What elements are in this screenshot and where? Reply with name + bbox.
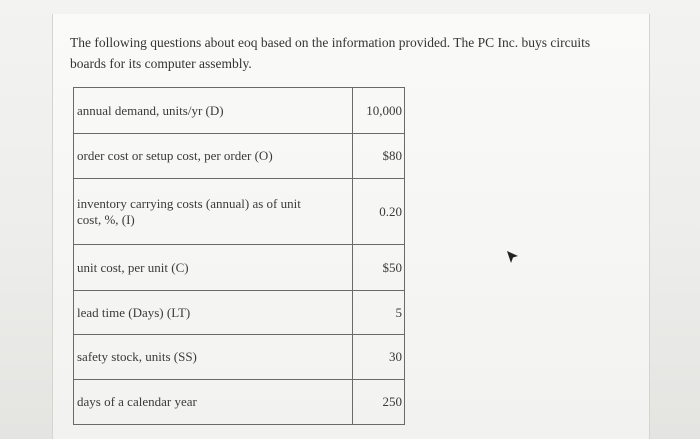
row-value-safety-stock: 30 — [352, 335, 404, 380]
intro-line-2: boards for its computer assembly. — [70, 56, 252, 71]
table-row — [74, 380, 405, 425]
row-label-carrying-cost — [74, 179, 353, 245]
row-label-annual-demand: annual demand, units/yr (D) — [74, 88, 353, 134]
row-label-lead-time: lead time (Days) (LT) — [74, 291, 353, 335]
question-intro — [70, 32, 640, 74]
row-value-order-cost: $80 — [352, 134, 404, 179]
row-label-days-per-year: days of a calendar year — [74, 380, 353, 425]
row-label-order-cost: order cost or setup cost, per order (O) — [74, 134, 353, 179]
table-row — [74, 335, 405, 380]
mouse-pointer-icon — [506, 250, 520, 266]
table-row — [74, 88, 405, 134]
row-value-unit-cost: $50 — [352, 245, 404, 291]
carrying-cost-label-line-2: cost, %, (I) — [77, 211, 135, 227]
intro-line-1: The following questions about eoq based on the information provided. The PC Inc. buys circuits — [70, 35, 591, 50]
row-value-annual-demand: 10,000 — [352, 88, 404, 134]
row-label-safety-stock: safety stock, units (SS) — [74, 335, 353, 380]
eoq-input-table — [73, 87, 405, 425]
table-row — [74, 134, 405, 179]
table-row — [74, 291, 405, 335]
row-value-lead-time: 5 — [352, 291, 404, 335]
table-row — [74, 179, 405, 245]
carrying-cost-label-line-1: inventory carrying costs (annual) as of unit — [77, 195, 301, 211]
table-row — [74, 245, 405, 291]
row-value-carrying-cost: 0.20 — [352, 179, 404, 245]
row-value-days-per-year: 250 — [352, 380, 404, 425]
row-label-unit-cost: unit cost, per unit (C) — [74, 245, 353, 291]
